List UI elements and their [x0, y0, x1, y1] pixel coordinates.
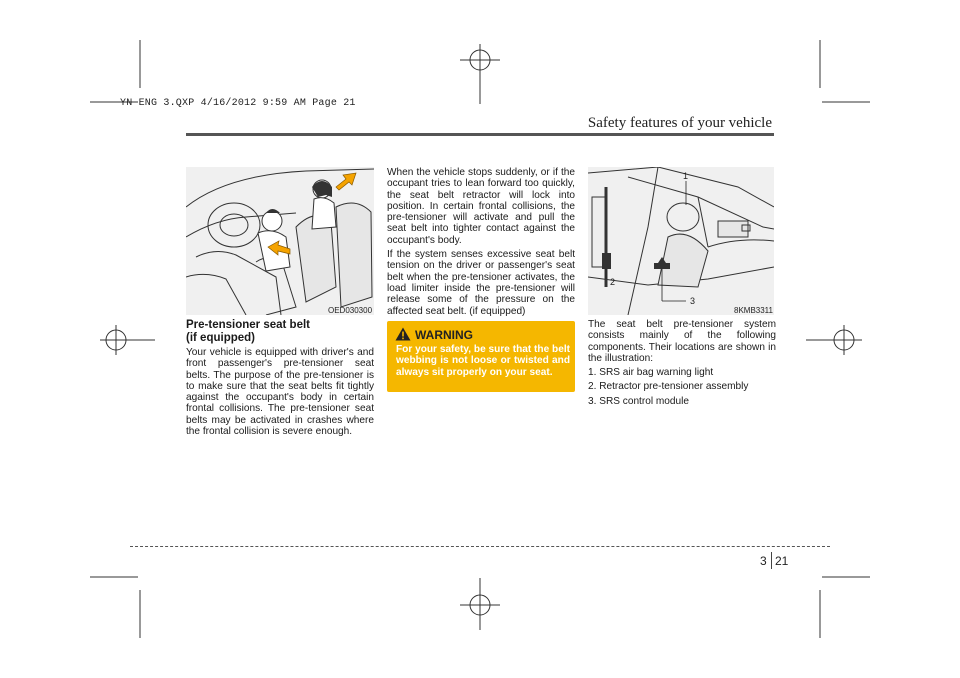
callout-3: 3: [690, 296, 696, 306]
left-column: [186, 319, 374, 437]
section-heading-line1: Pre-tensioner seat belt: [186, 319, 310, 331]
header-rule: [186, 133, 774, 136]
print-slug: YN ENG 3.QXP 4/16/2012 9:59 AM Page 21: [120, 98, 356, 109]
component-item: 1. SRS air bag warning light: [588, 367, 714, 379]
footer-rule: [130, 546, 830, 547]
load-limiter-paragraph: If the system senses excessive seat belt tension on the driver or passenger's seat belt when the pre-tensioner activates, the load limiter inside the pre-tensioner will release some of the pressure on the affected seat belt. (if equipped): [387, 249, 575, 317]
pretensioner-paragraph: Your vehicle is equipped with driver's and front passenger's pre-tensioner seat belts. The purpose of the pre-tensioner is to make sure that the seat belts fit tightly against the occupant's body in certain frontal collisions. The pre-tensioner seat belts may be activated in crashes where the frontal collision is severe enough.: [186, 347, 374, 438]
section-heading-line2: (if equipped): [186, 331, 255, 344]
retractor-paragraph: When the vehicle stops suddenly, or if the occupant tries to lean forward too quickly, the seat belt retractor will lock into position. In certain frontal collisions, the pre-tensioner will activate and pull the seat belt into tighter contact against the occupant's body.: [387, 167, 575, 246]
components-intro: The seat belt pre-tensioner system consists mainly of the following components. Their locations are shown in the illustration:: [588, 319, 776, 364]
section-header-title: Safety features of your vehicle: [587, 115, 772, 131]
middle-column: [387, 167, 575, 317]
warning-title: WARNING: [415, 328, 473, 342]
driver-occupant-drawing: [186, 167, 374, 315]
page-number: 21: [775, 554, 789, 568]
section-heading: [186, 319, 374, 344]
component-item: 2. Retractor pre-tensioner assembly: [588, 381, 749, 393]
vehicle-interior-drawing: [588, 167, 774, 315]
right-column: [588, 319, 776, 407]
warning-text: For your safety, be sure that the belt webbing is not loose or twisted and always sit properly on your seat.: [396, 344, 570, 378]
callout-1: 1: [683, 171, 689, 181]
page-number-separator: [771, 552, 772, 569]
warning-triangle-icon: [395, 327, 411, 341]
figure-code-right: 8KMB3311: [734, 306, 773, 315]
srs-components-illustration: [588, 167, 774, 315]
warning-box: [387, 321, 575, 392]
figure-code-left: OED030300: [328, 306, 373, 315]
callout-2: 2: [610, 277, 616, 287]
pretensioner-illustration: [186, 167, 374, 315]
component-item: 3. SRS control module: [588, 395, 689, 407]
chapter-number: 3: [760, 554, 767, 568]
